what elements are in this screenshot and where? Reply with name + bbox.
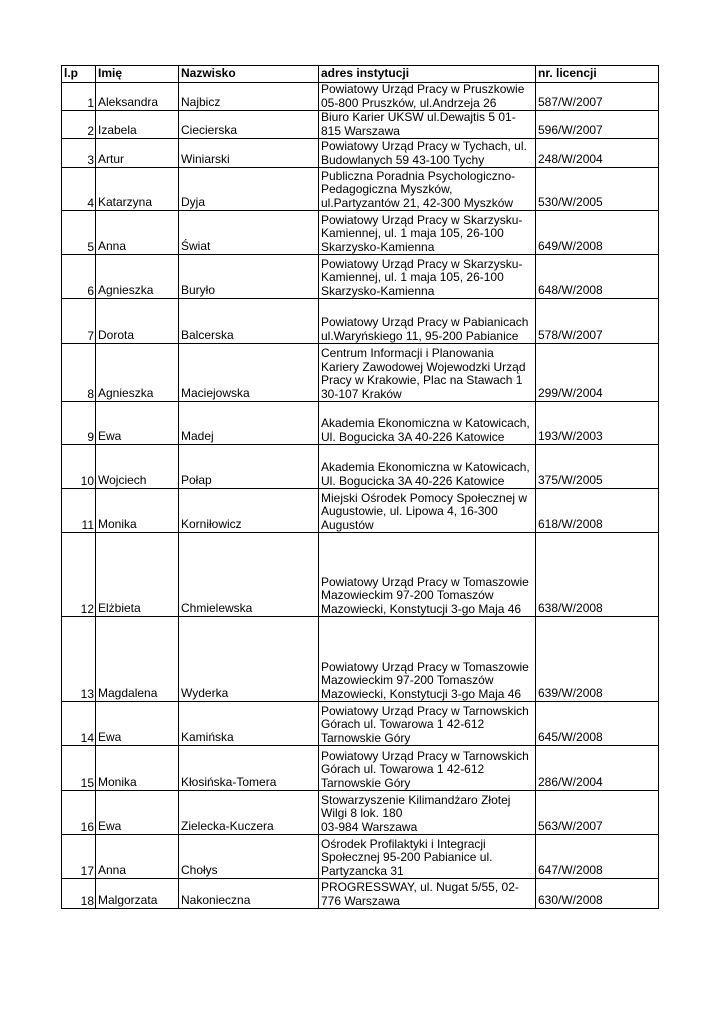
address-line: Tarnowskie Góry — [321, 730, 411, 745]
last-name-cell: Buryło — [179, 255, 319, 299]
row-number: 12 — [62, 533, 96, 617]
table-row — [62, 879, 659, 909]
row-number: 10 — [62, 445, 96, 489]
last-name-cell: Winiarski — [179, 139, 319, 168]
row-number: 8 — [62, 344, 96, 402]
row-number: 14 — [62, 702, 96, 746]
address-cell — [319, 702, 536, 746]
address-line: Kamiennej, ul. 1 maja 105, 26-100 — [321, 270, 504, 284]
row-number: 2 — [62, 111, 96, 139]
license-cell: 530/W/2005 — [536, 168, 659, 211]
table-row — [62, 139, 659, 168]
first-name-cell: Elżbieta — [96, 533, 179, 617]
address-line: Publiczna Poradnia Psychologiczno- — [321, 168, 516, 183]
first-name-cell: Anna — [96, 835, 179, 879]
address-line: Stowarzyszenie Kilimandżaro Złotej — [321, 792, 511, 807]
license-cell: 299/W/2004 — [536, 344, 659, 402]
address-cell — [319, 746, 536, 791]
address-line: Mazowieckim 97-200 Tomaszów — [321, 588, 494, 602]
address-line: Mazowieckim 97-200 Tomaszów — [321, 673, 494, 687]
address-cell — [319, 83, 536, 111]
address-cell — [319, 445, 536, 489]
first-name-cell: Malgorzata — [96, 879, 179, 909]
row-number: 11 — [62, 489, 96, 533]
address-line: 776 Warszawa — [321, 893, 400, 908]
table-row — [62, 255, 659, 299]
license-cell: 587/W/2007 — [536, 83, 659, 111]
license-cell: 563/W/2007 — [536, 791, 659, 835]
address-cell — [319, 533, 536, 617]
address-cell — [319, 835, 536, 879]
row-number: 7 — [62, 299, 96, 344]
table-row — [62, 702, 659, 746]
license-cell: 286/W/2004 — [536, 746, 659, 791]
address-line: Górach ul. Towarowa 1 42-612 — [321, 762, 485, 776]
address-line: Akademia Ekonomiczna w Katowicach, — [321, 460, 530, 474]
address-line: Augustowie, ul. Lipowa 4, 16-300 — [321, 504, 498, 518]
license-cell: 648/W/2008 — [536, 255, 659, 299]
first-name-cell: Agnieszka — [96, 255, 179, 299]
license-cell: 375/W/2005 — [536, 445, 659, 489]
address-line: Partyzancka 31 — [321, 863, 404, 878]
address-line: Górach ul. Towarowa 1 42-612 — [321, 717, 485, 731]
table-row — [62, 111, 659, 139]
address-cell — [319, 617, 536, 702]
last-name-cell: Wyderka — [179, 617, 319, 702]
address-line: Augustów — [321, 517, 374, 532]
address-line: Kamiennej, ul. 1 maja 105, 26-100 — [321, 226, 504, 240]
address-line: ul.Partyzantów 21, 42-300 Myszków — [321, 195, 514, 210]
first-name-cell: Monika — [96, 489, 179, 533]
row-number: 1 — [62, 83, 96, 111]
license-cell: 645/W/2008 — [536, 702, 659, 746]
address-cell — [319, 402, 536, 445]
address-line: Powiatowy Urząd Pracy w Pabianicach — [321, 315, 529, 329]
address-line: Akademia Ekonomiczna w Katowicach, — [321, 416, 530, 430]
first-name-cell: Agnieszka — [96, 344, 179, 402]
row-number: 16 — [62, 791, 96, 835]
table-row — [62, 617, 659, 702]
address-line: Mazowiecki, Konstytucji 3-go Maja 46 — [321, 686, 522, 701]
table-row — [62, 791, 659, 835]
address-cell — [319, 111, 536, 139]
address-line: 30-107 Kraków — [321, 386, 402, 401]
row-number: 6 — [62, 255, 96, 299]
last-name-cell: Kłosińska-Tomera — [179, 746, 319, 791]
address-cell — [319, 791, 536, 835]
first-name-cell: Dorota — [96, 299, 179, 344]
first-name-cell: Aleksandra — [96, 83, 179, 111]
license-cell: 630/W/2008 — [536, 879, 659, 909]
row-number: 9 — [62, 402, 96, 445]
license-cell: 596/W/2007 — [536, 111, 659, 139]
address-line: Społecznej 95-200 Pabianice ul. — [321, 850, 493, 864]
address-line: PROGRESSWAY, ul. Nugat 5/55, 02- — [321, 880, 519, 894]
first-name-cell: Ewa — [96, 702, 179, 746]
license-cell: 618/W/2008 — [536, 489, 659, 533]
address-line: Powiatowy Urząd Pracy w Tomaszowie — [321, 659, 529, 674]
address-cell — [319, 489, 536, 533]
address-line: Miejski Ośrodek Pomocy Społecznej w — [321, 490, 528, 505]
address-line: Powiatowy Urząd Pracy w Tarnowskich — [321, 748, 529, 763]
table-row — [62, 746, 659, 791]
address-cell — [319, 211, 536, 255]
address-line: Powiatowy Urząd Pracy w Skarzysku- — [321, 212, 523, 227]
first-name-cell: Izabela — [96, 111, 179, 139]
address-line: Pedagogiczna Myszków, — [321, 182, 453, 196]
row-number: 4 — [62, 168, 96, 211]
table-row — [62, 344, 659, 402]
address-line: 815 Warszawa — [321, 123, 400, 138]
address-line: Powiatowy Urząd Pracy w Skarzysku- — [321, 256, 523, 271]
address-line: Budowlanych 59 43-100 Tychy — [321, 152, 485, 167]
table-row — [62, 83, 659, 111]
license-cell: 193/W/2003 — [536, 402, 659, 445]
address-line: Ul. Bogucicka 3A 40-226 Katowice — [321, 429, 505, 444]
address-cell — [319, 879, 536, 909]
last-name-cell: Balcerska — [179, 299, 319, 344]
last-name-cell: Maciejowska — [179, 344, 319, 402]
address-line: Tarnowskie Góry — [321, 775, 411, 790]
address-line: Pracy w Krakowie, Plac na Stawach 1 — [321, 373, 523, 387]
first-name-cell: Wojciech — [96, 445, 179, 489]
last-name-cell: Madej — [179, 402, 319, 445]
row-number: 5 — [62, 211, 96, 255]
table-row — [62, 835, 659, 879]
first-name-cell: Magdalena — [96, 617, 179, 702]
header-first-name: Imię — [96, 66, 179, 83]
first-name-cell: Monika — [96, 746, 179, 791]
license-table — [61, 65, 659, 909]
row-number: 17 — [62, 835, 96, 879]
table-row — [62, 211, 659, 255]
address-line: Mazowiecki, Konstytucji 3-go Maja 46 — [321, 601, 522, 616]
row-number: 18 — [62, 879, 96, 909]
address-cell — [319, 168, 536, 211]
row-number: 15 — [62, 746, 96, 791]
license-cell: 578/W/2007 — [536, 299, 659, 344]
address-line: Skarzysko-Kamienna — [321, 283, 435, 298]
license-cell: 248/W/2004 — [536, 139, 659, 168]
table-row — [62, 168, 659, 211]
table-row — [62, 299, 659, 344]
license-cell: 647/W/2008 — [536, 835, 659, 879]
address-line: 03-984 Warszawa — [321, 819, 418, 834]
row-number: 3 — [62, 139, 96, 168]
first-name-cell: Anna — [96, 211, 179, 255]
address-line: 05-800 Pruszków, ul.Andrzeja 26 — [321, 95, 497, 110]
address-line: Ul. Bogucicka 3A 40-226 Katowice — [321, 473, 505, 488]
address-cell — [319, 299, 536, 344]
address-line: ul.Waryńskiego 11, 95-200 Pabianice — [321, 328, 519, 343]
table-body — [62, 83, 659, 909]
address-line: Kariery Zawodowej Wojewodzki Urząd — [321, 359, 526, 374]
header-lp: l.p — [62, 66, 96, 83]
row-number: 13 — [62, 617, 96, 702]
address-line: Centrum Informacji i Planowania — [321, 346, 494, 360]
header-last-name: Nazwisko — [179, 66, 319, 83]
table-row — [62, 533, 659, 617]
last-name-cell: Ciecierska — [179, 111, 319, 139]
last-name-cell: Najbicz — [179, 83, 319, 111]
address-line: Powiatowy Urząd Pracy w Tychach, ul. — [321, 139, 527, 153]
last-name-cell: Chołys — [179, 835, 319, 879]
header-license: nr. licencji — [536, 66, 659, 83]
last-name-cell: Zielecka-Kuczera — [179, 791, 319, 835]
header-address: adres instytucji — [319, 66, 536, 83]
table-row — [62, 402, 659, 445]
address-line: Skarzysko-Kamienna — [321, 239, 435, 254]
address-cell — [319, 255, 536, 299]
license-cell: 649/W/2008 — [536, 211, 659, 255]
address-line: Biuro Karier UKSW ul.Dewajtis 5 01- — [321, 110, 516, 124]
last-name-cell: Dyja — [179, 168, 319, 211]
table-row — [62, 445, 659, 489]
address-cell — [319, 139, 536, 168]
first-name-cell: Ewa — [96, 791, 179, 835]
last-name-cell: Korniłowicz — [179, 489, 319, 533]
header-row — [62, 66, 659, 83]
last-name-cell: Nakonieczna — [179, 879, 319, 909]
first-name-cell: Artur — [96, 139, 179, 168]
address-line: Ośrodek Profilaktyki i Integracji — [321, 836, 486, 851]
address-line: Wilgi 8 lok. 180 — [321, 806, 403, 820]
address-cell — [319, 344, 536, 402]
first-name-cell: Katarzyna — [96, 168, 179, 211]
last-name-cell: Świat — [179, 211, 319, 255]
address-line: Powiatowy Urząd Pracy w Pruszkowie — [321, 82, 525, 96]
license-cell: 638/W/2008 — [536, 533, 659, 617]
first-name-cell: Ewa — [96, 402, 179, 445]
last-name-cell: Chmielewska — [179, 533, 319, 617]
table-row — [62, 489, 659, 533]
last-name-cell: Kamińska — [179, 702, 319, 746]
last-name-cell: Połap — [179, 445, 319, 489]
license-cell: 639/W/2008 — [536, 617, 659, 702]
address-line: Powiatowy Urząd Pracy w Tarnowskich — [321, 703, 529, 718]
address-line: Powiatowy Urząd Pracy w Tomaszowie — [321, 574, 529, 589]
